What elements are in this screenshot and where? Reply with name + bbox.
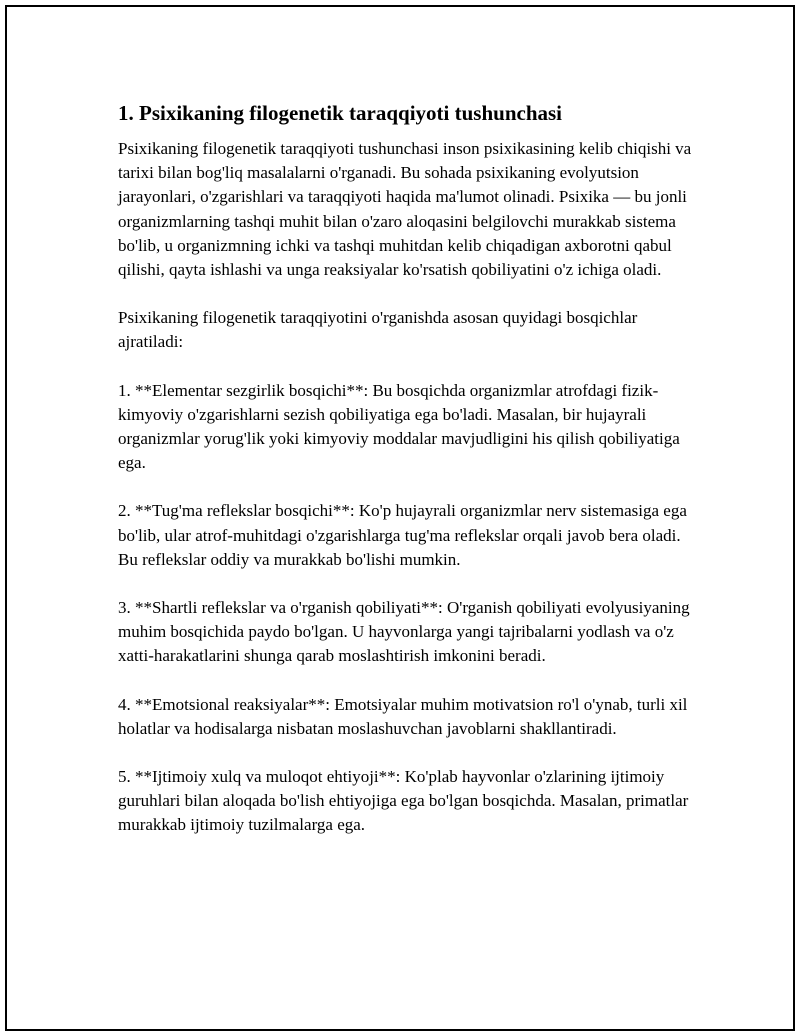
document-title: 1. Psixikaning filogenetik taraqqiyoti tushunchasi bbox=[118, 101, 563, 125]
paragraph-stages-intro: Psixikaning filogenetik taraqqiyotini o'rganishda asosan quyidagi bosqichlar ajratiladi: bbox=[118, 308, 638, 352]
paragraph-stage-1: 1. **Elementar sezgirlik bosqichi**: Bu bosqichda organizmlar atrofdagi fizik-kimyoviy o'zgarishlarni sezish qobiliyatiga ega bo'ladi. Masalan, bir hujayrali organizmlar yorug'lik yoki kimyoviy moddalar mavjudligini his qilish qobiliyatiga ega. bbox=[118, 380, 680, 473]
paragraph-stage-3: 3. **Shartli reflekslar va o'rganish qobiliyati**: O'rganish qobiliyati evolyusiyaning muhim bosqichida paydo bo'lgan. U hayvonlarga yangi tajribalarni yodlash va o'z xatti-harakatlarini shunga qarab moslashtirish imkonini beradi. bbox=[118, 598, 690, 666]
paragraph-intro: Psixikaning filogenetik taraqqiyoti tushunchasi inson psixikasining kelib chiqishi va tarixi bilan bog'liq masalalarni o'rganadi. Bu sohada psixikaning evolyutsion jarayonlari, o'zgarishlari va taraqqiyoti haqida ma'lumot olinadi. Psixika — bu jonli organizmlarning tashqi muhit bilan o'zaro aloqasini belgilovchi murakkab sistema bo'lib, u organizmning ichki va tashqi muhitdan kelib chiqadigan axborotni qabul qilishi, qayta ishlashi va unga reaksiyalar ko'rsatish qobiliyatini o'z ichiga oladi. bbox=[118, 139, 692, 280]
paragraph-stage-5: 5. **Ijtimoiy xulq va muloqot ehtiyoji**: Ko'plab hayvonlar o'zlarining ijtimoiy guruhlari bilan aloqada bo'lish ehtiyojiga ega bo'lgan bosqichda. Masalan, primatlar murakkab ijtimoiy tuzilmalarga ega. bbox=[118, 767, 689, 835]
document-body bbox=[118, 99, 698, 862]
paragraph-stage-4: 4. **Emotsional reaksiyalar**: Emotsiyalar muhim motivatsion ro'l o'ynab, turli xil holatlar va hodisalarga nisbatan moslashuvchan javoblarni shakllantiradi. bbox=[118, 694, 688, 738]
page-frame bbox=[5, 5, 795, 1031]
paragraph-stage-2: 2. **Tug'ma reflekslar bosqichi**: Ko'p hujayrali organizmlar nerv sistemasiga ega bo'lib, ular atrof-muhitdagi o'zgarishlarga tug'ma reflekslar orqali javob bera oladi. Bu reflekslar oddiy va murakkab bo'lishi mumkin. bbox=[118, 501, 687, 569]
